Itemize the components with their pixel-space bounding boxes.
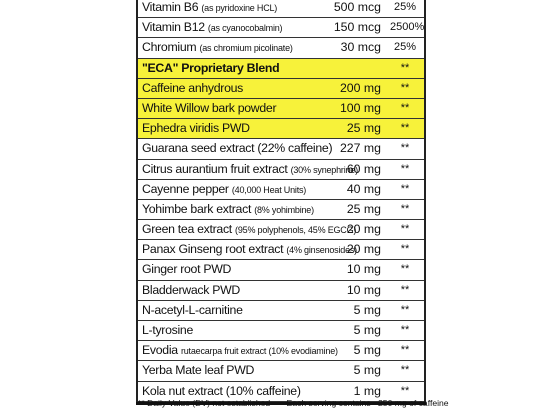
ingredient-name [142, 180, 306, 200]
ingredient-note: rutaecarpa fruit extract (10% evodiamine) [180, 346, 338, 357]
blend-header-row [138, 59, 424, 79]
amount-per-serving: 5 mg [353, 302, 381, 317]
daily-value: ** [400, 182, 410, 195]
ingredient-label: L-tyrosine [142, 323, 193, 337]
ingredient-note: (as pyridoxine HCL) [201, 3, 278, 13]
ingredient-name [142, 18, 282, 38]
ingredient-name [142, 38, 293, 58]
ingredient-name [142, 301, 243, 320]
ingredient-note: (as cyanocobalmin) [207, 23, 283, 34]
daily-value: ** [400, 303, 410, 316]
daily-value: 25% [393, 1, 417, 13]
footnote [138, 398, 463, 408]
table-row [138, 79, 424, 99]
table-row [138, 260, 424, 280]
ingredient-label: Yerba Mate leaf PWD [142, 363, 255, 378]
daily-value: 2500% [390, 21, 425, 34]
ingredient-label: Yohimbe bark extract [142, 201, 252, 216]
daily-value: ** [400, 283, 410, 296]
daily-value: ** [400, 223, 410, 236]
ingredient-name [142, 240, 357, 260]
table-row [138, 321, 424, 341]
amount-per-serving: 20 mg [346, 242, 381, 257]
table-row [138, 220, 424, 240]
ingredient-name [142, 119, 250, 138]
amount-per-serving: 227 mg [339, 141, 381, 156]
amount-per-serving: 1 mg [353, 383, 381, 398]
daily-value: ** [400, 122, 410, 135]
table-row [138, 18, 424, 38]
daily-value: ** [400, 243, 410, 256]
amount-per-serving: 150 mcg [333, 20, 381, 35]
daily-value: ** [400, 263, 410, 276]
footnote-daily-value: ** Daily Value (DV) not established [138, 398, 271, 408]
ingredient-name [142, 281, 240, 300]
ingredient-label: Ginger root PWD [142, 262, 232, 277]
daily-value: ** [400, 324, 410, 336]
amount-per-serving: 5 mg [353, 323, 381, 337]
table-row [138, 341, 424, 361]
table-row [138, 139, 424, 159]
amount-per-serving: 5 mg [353, 343, 381, 358]
daily-value: ** [400, 81, 410, 94]
ingredient-note: (as chromium picolinate) [199, 43, 293, 54]
table-row [138, 361, 424, 381]
ingredient-name [142, 341, 338, 361]
daily-value: ** [400, 384, 410, 397]
ingredient-name [142, 160, 358, 180]
table-row [138, 119, 424, 139]
daily-value: ** [400, 202, 410, 215]
daily-value: 25% [393, 41, 417, 54]
ingredient-label: Kola nut extract (10% caffeine) [142, 383, 301, 398]
amount-per-serving: 40 mg [346, 181, 381, 196]
ingredient-label: Chromium [142, 40, 197, 55]
ingredient-name [142, 321, 193, 340]
ingredient-note: (8% yohimbine) [254, 204, 314, 215]
amount-per-serving: 25 mg [346, 121, 381, 136]
footnote-caffeine: Each serving contains ~250 mg of caffeine [286, 398, 449, 408]
table-row [138, 160, 424, 180]
ingredient-name [142, 0, 277, 18]
amount-per-serving: 500 mcg [333, 0, 381, 14]
ingredient-name [142, 361, 254, 380]
ingredient-label: Citrus aurantium fruit extract [142, 161, 288, 176]
ingredient-name [142, 139, 332, 158]
ingredient-label: Evodia [142, 343, 178, 358]
ingredient-label: Vitamin B12 [142, 20, 205, 35]
table-row [138, 0, 424, 18]
amount-per-serving: 25 mg [346, 201, 381, 216]
daily-value: ** [400, 142, 410, 155]
ingredient-name [142, 220, 356, 240]
ingredient-label: Green tea extract [142, 222, 232, 237]
ingredient-note: (95% polyphenols, 45% EGCG) [235, 225, 357, 236]
table-row [138, 38, 424, 58]
table-row [138, 99, 424, 119]
ingredient-name [142, 59, 279, 78]
ingredient-label: Panax Ginseng root extract [142, 242, 284, 257]
ingredient-label: Guarana seed extract (22% caffeine) [142, 141, 333, 156]
ingredient-label: Bladderwack PWD [142, 282, 241, 297]
ingredient-label: Caffeine anhydrous [142, 80, 244, 95]
ingredient-label: Cayenne pepper [142, 181, 229, 196]
ingredient-name [142, 260, 231, 279]
amount-per-serving: 30 mcg [340, 40, 381, 55]
table-row [138, 240, 424, 260]
amount-per-serving: 20 mg [346, 222, 381, 237]
ingredient-note: (30% synephrine) [290, 164, 358, 175]
daily-value: ** [400, 344, 410, 357]
table-row [138, 281, 424, 301]
amount-per-serving: 5 mg [353, 363, 381, 378]
amount-per-serving: 10 mg [346, 262, 381, 277]
ingredient-name [142, 99, 276, 118]
daily-value: ** [400, 61, 410, 74]
ingredient-name [142, 200, 314, 220]
daily-value: ** [400, 101, 410, 114]
amount-per-serving: 10 mg [346, 282, 381, 297]
daily-value: ** [400, 364, 410, 377]
ingredient-label: N-acetyl-L-carnitine [142, 302, 243, 317]
nutrient-table [136, 0, 426, 402]
table-row [138, 180, 424, 200]
ingredient-note: (40,000 Heat Units) [231, 184, 307, 195]
table-row [138, 200, 424, 220]
amount-per-serving: 60 mg [346, 161, 381, 176]
amount-per-serving: 200 mg [339, 80, 381, 95]
ingredient-label: Ephedra viridis PWD [142, 121, 250, 136]
ingredient-label: White Willow bark powder [142, 100, 277, 115]
daily-value: ** [400, 162, 410, 175]
ingredient-note: (4% ginsenosides) [286, 245, 357, 256]
ingredient-label: Vitamin B6 [142, 0, 199, 14]
ingredient-name [142, 79, 243, 98]
ingredient-label: "ECA" Proprietary Blend [142, 60, 280, 75]
table-row [138, 301, 424, 321]
amount-per-serving: 100 mg [339, 100, 381, 115]
